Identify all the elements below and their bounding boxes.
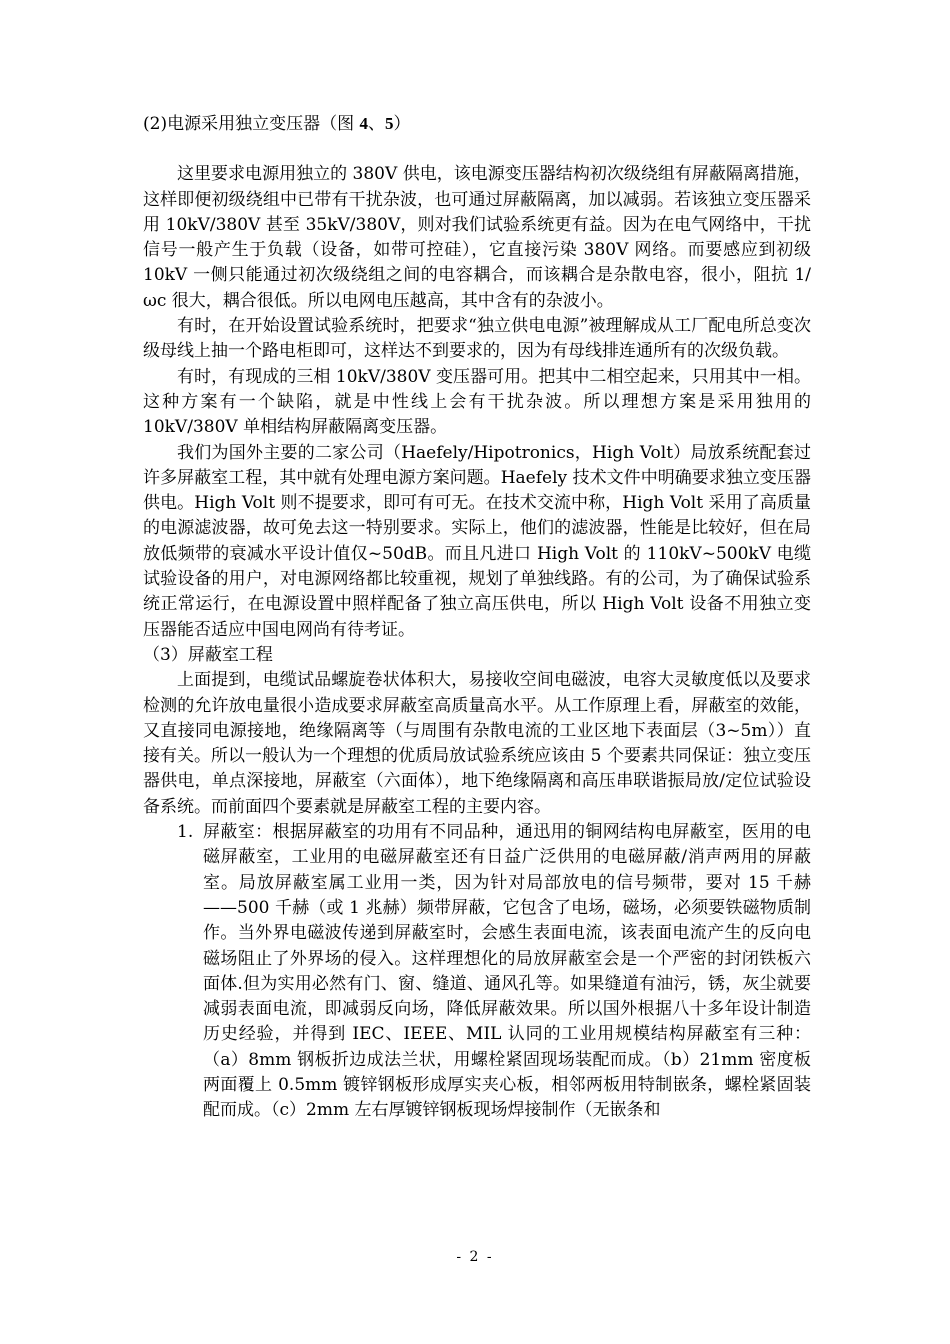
list-item-number: 1. xyxy=(177,822,194,843)
section-heading-figure-number: 4 xyxy=(359,114,368,133)
document-body xyxy=(143,111,811,1124)
list-item-text: 屏蔽室：根据屏蔽室的功用有不同品种，通迅用的铜网结构电屏蔽室，医用的电磁屏蔽室，工业用的电磁屏蔽室还有日益广泛供用的电磁屏蔽/消声两用的屏蔽室。局放屏蔽室属工业用一类，因为针对局部放电的信号频带，要对 15 千赫——500 千赫（或 1 兆赫）频带屏蔽，它包含了电场，磁场，必须要铁磁物质制作。当外界电磁波传递到屏蔽室时，会感生表面电流，该表面电流产生的反向电磁场阻止了外界场的侵入。这样理想化的局放屏蔽室会是一个严密的封闭铁板六面体.但为实用必然有门、窗、缝道、通风孔等。如果缝道有油污，锈，灰尘就要减弱表面电流，即减弱反向场，降低屏蔽效果。所以国外根据八十多年设计制造历史经验，并得到 IEC、IEEE、MIL 认同的工业用规模结构屏蔽室有三种：（a）8mm 钢板折边成法兰状，用螺栓紧固现场装配而成。（b）21mm 密度板两面覆上 0.5mm 镀锌钢板形成厚实夹心板，相邻两板用特制嵌条，螺栓紧固装配而成。（c）2mm 左右厚镀锌钢板现场焊接制作（无嵌条和 xyxy=(203,822,811,1121)
paragraph: 这里要求电源用独立的 380V 供电，该电源变压器结构初次级绕组有屏蔽隔离措施，这样即便初级绕组中已带有干扰杂波，也可通过屏蔽隔离，加以减弱。若该独立变压器采用 10kV/380V 甚至 35kV/380V，则对我们试验系统更有益。因为在电气网络中，干扰信号一般产生于负载（设备，如带可控硅），它直接污染 380V 网络。而要感应到初级 10kV 一侧只能通过初次级绕组之间的电容耦合，而该耦合是杂散电容，很小，阻抗 1/ωc 很大，耦合很低。所以电网电压越高，其中含有的杂波小。 xyxy=(143,164,811,311)
section-heading-prefix: (2)电源采用独立变压器（图 xyxy=(143,114,360,134)
subsection-heading: （3）屏蔽室工程 xyxy=(143,644,273,665)
section-heading xyxy=(143,111,811,137)
paragraph: 有时，有现成的三相 10kV/380V 变压器可用。把其中二相空起来，只用其中一相。这种方案有一个缺陷，就是中性线上会有干扰杂波。所以理想方案是采用独用的 10kV/380V 单相结构屏蔽隔离变压器。 xyxy=(143,366,811,438)
paragraph: 有时，在开始设置试验系统时，把要求“独立供电电源”被理解成从工厂配电所总变次级母线上抽一个路电柜即可，这样达不到要求的，因为有母线排连通所有的次级负载。 xyxy=(143,316,811,362)
paragraph: 上面提到，电缆试品螺旋卷状体积大，易接收空间电磁波，电容大灵敏度低以及要求检测的允许放电量很小造成要求屏蔽室高质量高水平。从工作原理上看，屏蔽室的效能，又直接同电源接地，绝缘隔离等（与周围有杂散电流的工业区地下表面层（3~5m））直接有关。所以一般认为一个理想的优质局放试验系统应该由 5 个要素共同保证：独立变压器供电，单点深接地，屏蔽室（六面体），地下绝缘隔离和高压串联谐振局放/定位试验设备系统。而前面四个要素就是屏蔽室工程的主要内容。 xyxy=(143,670,811,817)
paragraph: 我们为国外主要的二家公司（Haefely/Hipotronics，High Volt）局放系统配套过许多屏蔽室工程，其中就有处理电源方案问题。Haefely 技术文件中明确要求独立变压器供电。High Volt 则不提要求，即可有可无。在技术交流中称，High Volt 采用了高质量的电源滤波器，故可免去这一特别要求。实际上，他们的滤波器，性能是比较好，但在局放低频带的衰减水平设计值仅~50dB。而且凡进口 High Volt 的 110kV~500kV 电缆试验设备的用户，对电源网络都比较重视，规划了单独线路。有的公司，为了确保试验系统正常运行，在电源设置中照样配备了独立高压供电，所以 High Volt 设备不用独立变压器能否适应中国电网尚有待考证。 xyxy=(143,442,811,640)
section-heading-separator: 、 xyxy=(367,114,385,134)
section-heading-figure-number-2: 5 xyxy=(384,114,394,133)
list-item xyxy=(143,820,811,1124)
section-heading-suffix: ） xyxy=(393,114,411,134)
numbered-list xyxy=(143,820,811,1124)
page-number: - 2 - xyxy=(456,1249,494,1265)
